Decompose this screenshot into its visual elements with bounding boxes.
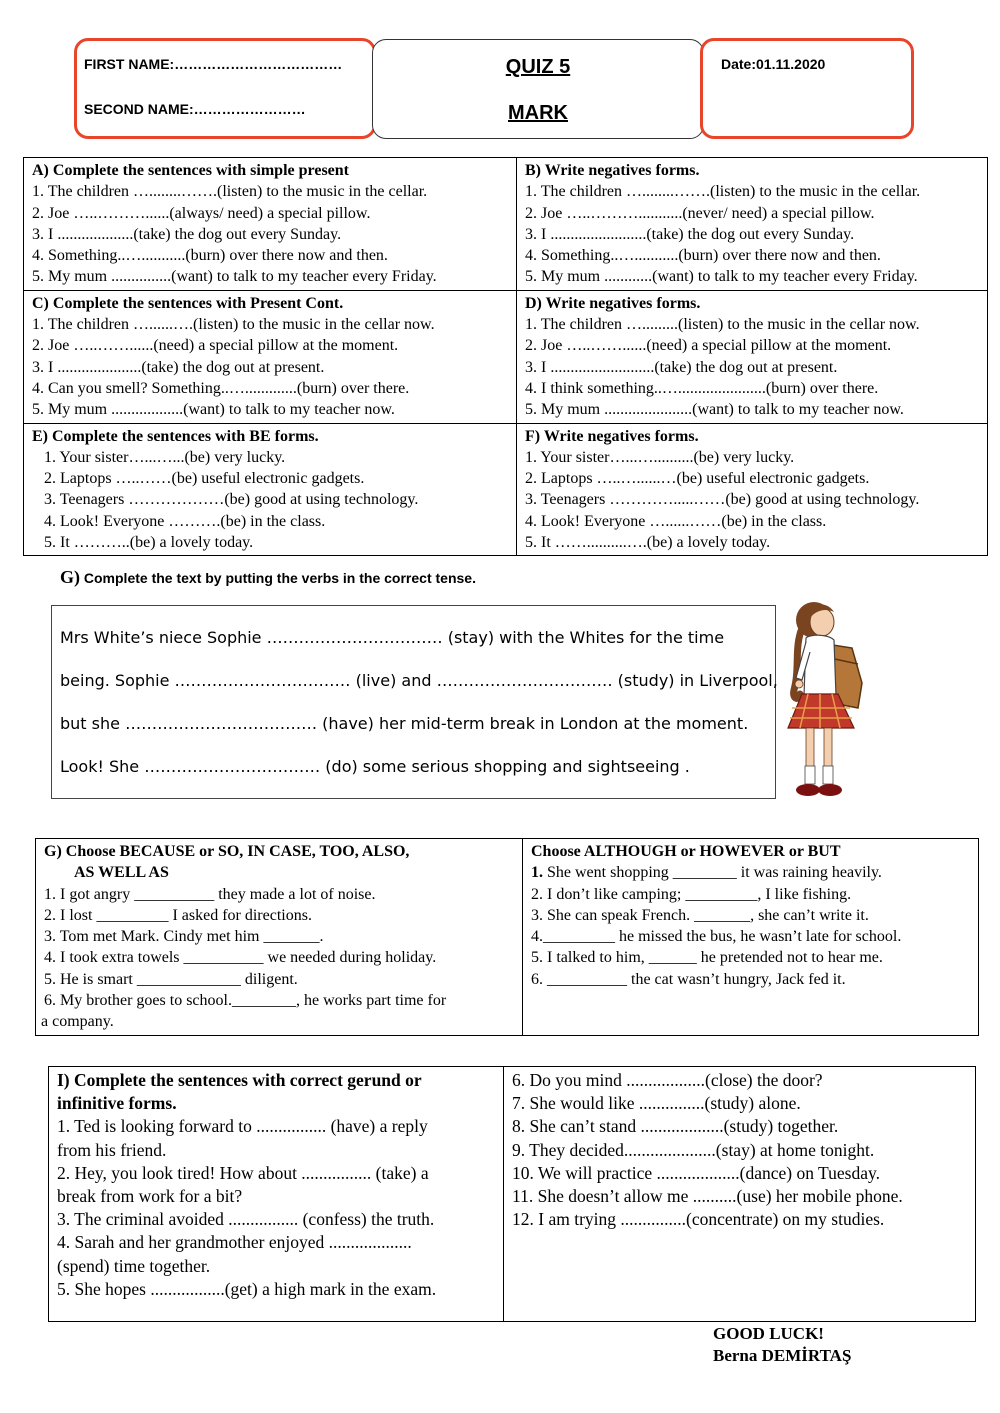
conjunction-line xyxy=(531,862,972,883)
section-c-line: 3. I .....................(take) the dog out at present. xyxy=(32,358,325,376)
name-box xyxy=(74,38,376,139)
section-e-line: 3. Teenagers ………………(be) good at using technology. xyxy=(44,491,419,509)
conjunction-line: 3. Tom met Mark. Cindy met him _______. xyxy=(44,928,324,946)
section-c-line: 1. The children …......….(listen) to the music in the cellar now. xyxy=(32,316,435,334)
gerund-left-column xyxy=(49,1067,504,1322)
gerund-line: 11. She doesn’t allow me ..........(use) her mobile phone. xyxy=(512,1186,903,1207)
section-d-line: 4. I think something..…......................(burn) over there. xyxy=(525,379,879,397)
conjunction-line: a company. xyxy=(41,1013,114,1031)
section-c-line: 5. My mum ..................(want) to talk to my teacher now. xyxy=(32,401,395,419)
conjunction-line: 5. I talked to him, ______ he pretended not to hear me. xyxy=(531,949,883,967)
author-name: Berna DEMİRTAŞ xyxy=(713,1346,852,1365)
mark-label: MARK xyxy=(508,102,568,124)
conjunction-line: 4. I took extra towels __________ we needed during holiday. xyxy=(44,949,437,967)
section-a-line: 4. Something..…...........(burn) over there now and then. xyxy=(32,247,388,265)
good-luck-text: GOOD LUCK! xyxy=(713,1324,824,1343)
gerund-infinitive-exercise xyxy=(48,1066,976,1322)
conjunction-line: 6. My brother goes to school.________, he works part time for xyxy=(44,992,447,1010)
although-however-section xyxy=(523,839,979,1036)
conjunction-line: 3. She can speak French. _______, she can’t write it. xyxy=(531,906,869,924)
gerund-title: I) Complete the sentences with correct gerund or xyxy=(57,1070,422,1090)
gerund-line: 6. Do you mind ..................(close) the door? xyxy=(512,1070,823,1090)
section-a-line: 1. The children …........…….(listen) to the music in the cellar. xyxy=(32,183,428,201)
gerund-right-column xyxy=(504,1067,976,1322)
section-e xyxy=(24,423,517,556)
section-d xyxy=(517,290,988,423)
gerund-line: 5. She hopes .................(get) a high mark in the exam. xyxy=(57,1278,437,1299)
quiz-title: QUIZ 5 xyxy=(505,56,571,78)
first-name-label: FIRST NAME:……………………………… xyxy=(84,56,343,72)
section-g-letter: G) xyxy=(60,567,80,587)
section-g-line: but she ……………………………… (have) her mid-term break in London at the moment. xyxy=(60,714,749,733)
section-d-line: 1. The children ….........(listen) to the music in the cellar now. xyxy=(525,316,920,334)
footer xyxy=(713,1323,851,1367)
exercises-a-f xyxy=(23,157,988,556)
conjunction-line: 2. I lost _________ I asked for directions. xyxy=(44,906,312,924)
gerund-line: 2. Hey, you look tired! How about ................ (take) a xyxy=(57,1162,429,1183)
section-e-line: 5. It ………..(be) a lovely today. xyxy=(44,534,254,552)
conjunction-line: 2. I don’t like camping; _________, I like fishing. xyxy=(531,885,852,903)
section-e-title: E) Complete the sentences with BE forms. xyxy=(32,427,319,445)
section-d-line: 3. I ..........................(take) the dog out at present. xyxy=(525,358,838,376)
section-e-line: 1. Your sister…...…...(be) very lucky. xyxy=(44,448,286,466)
because-so-section xyxy=(36,839,523,1036)
section-g-line: being. Sophie …………………………… (live) and …………………………… (study) in Liverpool, xyxy=(60,671,778,690)
schoolgirl-illustration xyxy=(780,598,870,803)
section-f-line: 3. Teenagers ………….....……(be) good at using technology. xyxy=(525,491,920,509)
section-f-line: 1. Your sister…...…..........(be) very lucky. xyxy=(525,448,795,466)
section-b-line: 3. I ........................(take) the dog out every Sunday. xyxy=(525,225,855,243)
gerund-line: 7. She would like ...............(study) alone. xyxy=(512,1093,801,1114)
conjunction-line: 4._________ he missed the bus, he wasn’t late for school. xyxy=(531,928,902,946)
gerund-line: 1. Ted is looking forward to ................ (have) a reply xyxy=(57,1116,428,1137)
section-f-line: 2. Laptops …..…......…(be) useful electronic gadgets. xyxy=(525,470,870,488)
second-name-label: SECOND NAME:…………………… xyxy=(84,101,306,117)
section-b-line: 2. Joe …..………...........(never/ need) a special pillow. xyxy=(525,204,875,222)
gerund-line: 10. We will practice ...................(dance) on Tuesday. xyxy=(512,1162,880,1183)
section-d-title: D) Write negatives forms. xyxy=(525,294,701,312)
section-c xyxy=(24,290,517,423)
gerund-line: 4. Sarah and her grandmother enjoyed ................... xyxy=(57,1232,412,1253)
conjunction-line: 1. I got angry __________ they made a lot of noise. xyxy=(44,885,376,903)
section-f-line: 4. Look! Everyone …......……(be) in the class. xyxy=(525,512,827,530)
first-item-text: She went shopping ________ it was raining heavily. xyxy=(543,864,882,882)
section-g-line: Mrs White’s niece Sophie …………………………… (stay) with the Whites for the time xyxy=(60,628,725,647)
section-f-line: 5. It ……..........….(be) a lovely today. xyxy=(525,534,771,552)
gerund-line: 3. The criminal avoided ................ (confess) the truth. xyxy=(57,1209,435,1230)
section-f xyxy=(517,423,988,556)
section-c-line: 4. Can you smell? Something..….............(burn) over there. xyxy=(32,379,410,397)
conjunction-line: 6. __________ the cat wasn’t hungry, Jack fed it. xyxy=(531,970,846,988)
section-e-line: 2. Laptops …..……(be) useful electronic gadgets. xyxy=(44,470,365,488)
because-so-title: G) Choose BECAUSE or SO, IN CASE, TOO, ALSO, xyxy=(44,843,410,860)
section-b-title: B) Write negatives forms. xyxy=(525,162,700,179)
gerund-line: break from work for a bit? xyxy=(57,1186,243,1207)
gerund-line: 9. They decided.....................(stay) at home tonight. xyxy=(512,1139,875,1160)
gerund-title-cont: infinitive forms. xyxy=(57,1093,177,1114)
section-b-line: 1. The children …........…….(listen) to the music in the cellar. xyxy=(525,183,921,201)
section-d-line: 2. Joe …..……......(need) a special pillow at the moment. xyxy=(525,337,892,355)
conjunction-line: 5. He is smart _____________ diligent. xyxy=(44,970,298,988)
section-d-line: 5. My mum ......................(want) to talk to my teacher now. xyxy=(525,401,904,419)
gerund-line: 8. She can’t stand ...................(study) together. xyxy=(512,1116,839,1137)
section-a-title: A) Complete the sentences with simple present xyxy=(32,162,349,179)
gerund-line: from his friend. xyxy=(57,1139,167,1160)
section-g-textbox xyxy=(51,605,776,799)
section-a-line: 2. Joe …..………......(always/ need) a special pillow. xyxy=(32,204,371,222)
first-item-number: 1. xyxy=(531,864,543,882)
gerund-line: (spend) time together. xyxy=(57,1255,211,1276)
section-e-line: 4. Look! Everyone ……….(be) in the class. xyxy=(44,512,326,530)
section-c-line: 2. Joe …..……......(need) a special pillow at the moment. xyxy=(32,337,399,355)
because-so-title-cont: AS WELL AS xyxy=(74,864,169,882)
section-a-line: 3. I ...................(take) the dog out every Sunday. xyxy=(32,225,342,243)
section-g-line: Look! She …………………………… (do) some serious shopping and sightseeing . xyxy=(60,757,690,776)
section-b xyxy=(517,158,988,291)
gerund-line: 12. I am trying ...............(concentrate) on my studies. xyxy=(512,1209,885,1230)
section-a-line: 5. My mum ...............(want) to talk to my teacher every Friday. xyxy=(32,268,437,286)
section-a xyxy=(24,158,517,291)
date-box xyxy=(700,38,914,139)
section-c-title: C) Complete the sentences with Present Cont. xyxy=(32,294,344,312)
section-g-heading xyxy=(60,567,476,588)
section-g-instruction: Complete the text by putting the verbs in the correct tense. xyxy=(83,570,476,586)
section-b-line: 5. My mum ............(want) to talk to my teacher every Friday. xyxy=(525,268,918,286)
section-b-line: 4. Something..…...........(burn) over there now and then. xyxy=(525,247,881,265)
date-label: Date:01.11.2020 xyxy=(721,56,826,72)
conjunctions-exercise xyxy=(35,838,979,1036)
quiz-box xyxy=(372,39,704,139)
section-f-title: F) Write negatives forms. xyxy=(525,427,699,445)
although-however-title: Choose ALTHOUGH or HOWEVER or BUT xyxy=(531,843,841,860)
